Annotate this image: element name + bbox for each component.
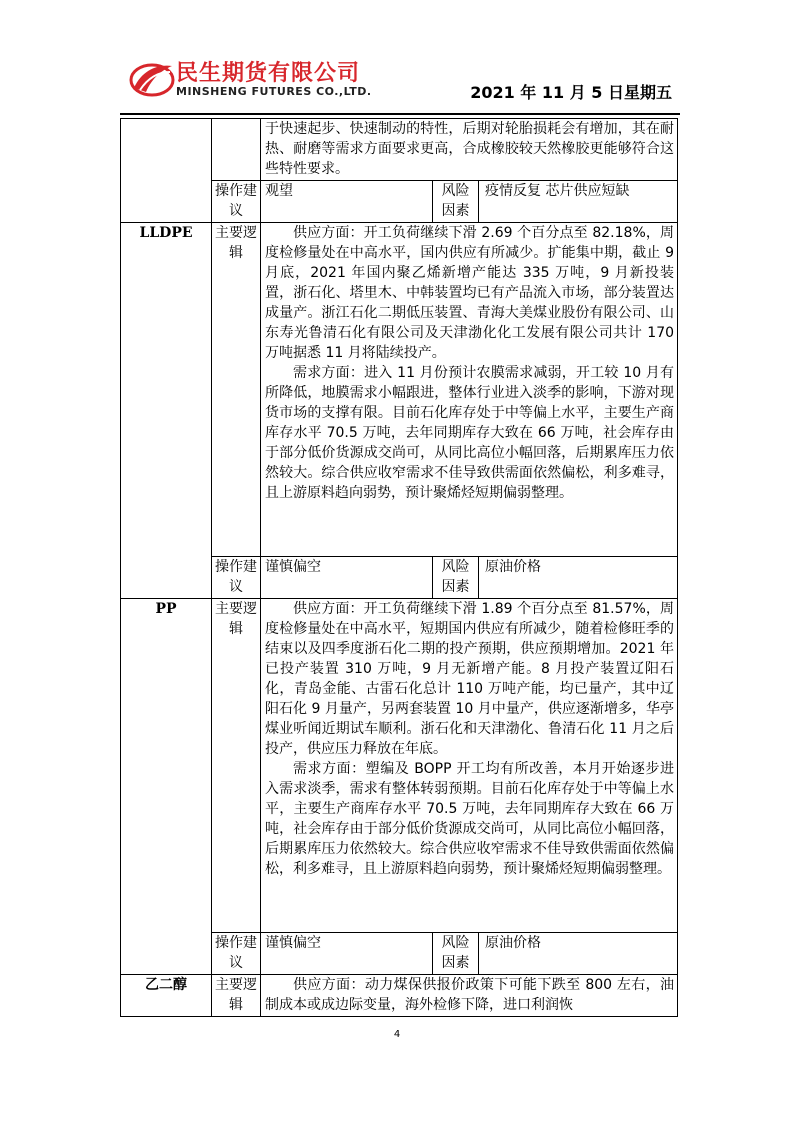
table-row bbox=[121, 223, 678, 557]
operation-value: 观望 bbox=[261, 181, 433, 223]
main-logic-label: 主要逻辑 bbox=[212, 599, 261, 933]
risk-label: 风险因素 bbox=[433, 181, 479, 223]
company-name-cn: 民生期货有限公司 bbox=[176, 61, 361, 86]
product-name-lldpe: LLDPE bbox=[121, 223, 212, 599]
demand-paragraph: 需求方面：塑编及 BOPP 开工均有所改善，本月开始逐步进入需求淡季，需求有整体转弱预期。目前石化库存处于中等偏上水平，主要生产商库存水平 70.5 万吨，去年同期库存大致在 66 万吨，社会库存由于部分低价货源成交尚可，从同比高位小幅回落，后期累库压力依然较大。综合供应收窄需求不佳导致供需面依然偏松，利多难寻，且上游原料趋向弱势，预计聚烯烃短期偏弱整理。 bbox=[265, 761, 675, 877]
analysis-table bbox=[120, 118, 678, 1017]
supply-paragraph: 供应方面：开工负荷继续下滑 1.89 个百分点至 81.57%，周度检修量处在中高水平，短期国内供应有所减少，随着检修旺季的结束以及四季度浙石化二期的投产预期，供应预期增加。2021 年已投产装置 310 万吨，9 月无新增产能。8 月投产装置辽阳石化，青岛金能、古雷石化总计 110 万吨产能，均已量产，其中辽阳石化 9 月量产，另两套装置 10 月中量产，供应逐渐增多，华亭煤业听闻近期试车顺利。浙石化和天津渤化、鲁清石化 11 月之后投产，供应压力释放在年底。 bbox=[265, 601, 675, 757]
main-logic-text bbox=[261, 223, 678, 557]
main-logic-text bbox=[261, 975, 678, 1017]
main-logic-text bbox=[261, 599, 678, 933]
table-row bbox=[121, 975, 678, 1017]
main-logic-label: 主要逻辑 bbox=[212, 975, 261, 1017]
risk-value: 原油价格 bbox=[479, 557, 678, 599]
operation-value: 谨慎偏空 bbox=[261, 557, 433, 599]
risk-label: 风险因素 bbox=[433, 933, 479, 975]
table-row bbox=[121, 599, 678, 933]
main-logic-text: 于快速起步、快速制动的特性，后期对轮胎损耗会有增加，其在耐热、耐磨等需求方面要求更高，合成橡胶较天然橡胶更能够符合这些特性要求。 bbox=[261, 119, 678, 181]
product-name-meg: 乙二醇 bbox=[121, 975, 212, 1017]
supply-paragraph: 供应方面：开工负荷继续下滑 2.69 个百分点至 82.18%，周度检修量处在中高水平，国内供应有所减少。扩能集中期，截止 9 月底，2021 年国内聚乙烯新增产能达 335 万吨，9 月新投装置，浙石化、塔里木、中韩装置均已有产品流入市场，部分装置达成量产。浙江石化二期低压装置、青海大美煤业股份有限公司、山东寿光鲁清石化有限公司及天津渤化化工发展有限公司共计 170 万吨据悉 11 月将陆续投产。 bbox=[265, 225, 675, 361]
table-row bbox=[121, 119, 678, 181]
page-number: 4 bbox=[393, 1029, 401, 1040]
header-divider bbox=[120, 113, 680, 115]
main-logic-label bbox=[212, 119, 261, 181]
operation-label: 操作建议 bbox=[212, 933, 261, 975]
page-header bbox=[120, 52, 680, 112]
operation-value: 谨慎偏空 bbox=[261, 933, 433, 975]
product-cell-continued bbox=[121, 119, 212, 223]
supply-paragraph: 供应方面：动力煤保供报价政策下可能下跌至 800 左右，油制成本或成边际变量，海外检修下降，进口利润恢 bbox=[265, 977, 675, 1013]
main-logic-label: 主要逻辑 bbox=[212, 223, 261, 557]
risk-value: 疫情反复 芯片供应短缺 bbox=[479, 181, 678, 223]
demand-paragraph: 需求方面：进入 11 月份预计农膜需求减弱，开工较 10 月有所降低，地膜需求小幅跟进，整体行业进入淡季的影响，下游对现货市场的支撑有限。目前石化库存处于中等偏上水平，主要生产商库存水平 70.5 万吨，去年同期库存大致在 66 万吨，社会库存由于部分低价货源成交尚可，从同比高位小幅回落，后期累库压力依然较大。综合供应收窄需求不佳导致供需面依然偏松，利多难寻，且上游原料趋向弱势，预计聚烯烃短期偏弱整理。 bbox=[265, 365, 675, 501]
minsheng-logo-icon bbox=[128, 58, 176, 98]
operation-label: 操作建议 bbox=[212, 557, 261, 599]
operation-label: 操作建议 bbox=[212, 181, 261, 223]
report-date: 2021 年 11 月 5 日星期五 bbox=[470, 83, 672, 102]
risk-value: 原油价格 bbox=[479, 933, 678, 975]
company-name-en: MINSHENG FUTURES CO.,LTD. bbox=[176, 85, 372, 98]
product-name-pp: PP bbox=[121, 599, 212, 975]
risk-label: 风险因素 bbox=[433, 557, 479, 599]
